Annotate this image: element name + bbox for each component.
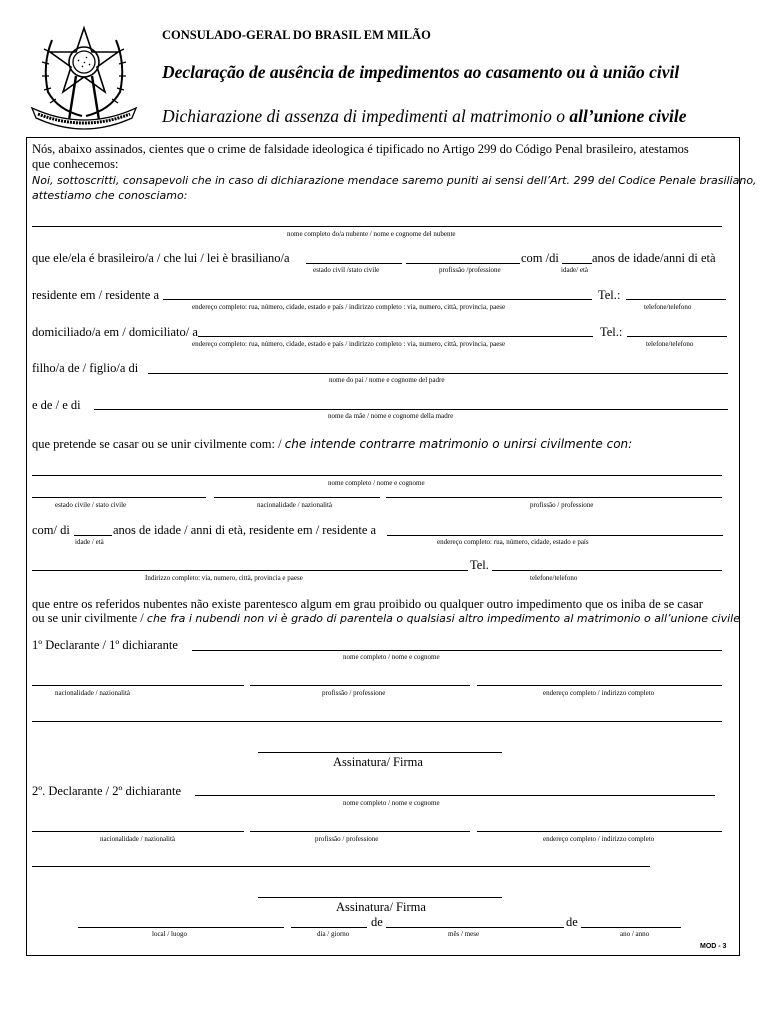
caption-nubente-name: nome completo do/a nubente / nome e cognome del nubente (287, 230, 456, 238)
consulate-name: CONSULADO-GERAL DO BRASIL EM MILÃO (162, 28, 431, 42)
label-filho: filho/a de / figlio/a di (32, 361, 139, 375)
partner-idade-line[interactable] (74, 535, 112, 536)
caption-nome-completo-1: nome completo / nome e cognome (328, 479, 425, 487)
caption-telefone-1: telefone/telefono (644, 303, 692, 311)
profissao-line[interactable] (406, 263, 520, 264)
label-de-2: de (566, 915, 578, 929)
caption-idade-2: idade / età (75, 538, 104, 546)
caption-nome-completo-2: nome completo / nome e cognome (343, 653, 440, 661)
residente-address-line[interactable] (163, 299, 592, 300)
caption-nacionalidade-3: nacionalidade / nazionalità (100, 835, 176, 843)
intro-it-line1: Noi, sottoscritti, consapevoli che in caso di dichiarazione mendace saremo puniti ai sensi dell’Art. 299 del Codice Penale brasiliano, (32, 174, 757, 187)
impedimento-pt-line2: ou se unir civilmente / (32, 611, 144, 625)
caption-profissao-4: profissão / professione (315, 835, 379, 843)
dia-line[interactable] (291, 927, 367, 928)
intro-it-line2: attestiamo che conosciamo: (32, 189, 188, 202)
estado-civil-line[interactable] (306, 263, 402, 264)
partner-nacionalidade-line[interactable] (214, 497, 380, 498)
declarante-1-name-line[interactable] (192, 650, 722, 651)
label-e-de: e de / e di (32, 398, 81, 412)
ano-line[interactable] (581, 927, 681, 928)
coat-of-arms-emblem (22, 20, 146, 132)
signature-line-2[interactable] (258, 897, 502, 898)
declarante-1-profissao-line[interactable] (250, 685, 470, 686)
impedimento-it: che fra i nubendi non vi è grado di parentela o qualsiasi altro impedimento al matrimonio o all’unione civile (146, 612, 740, 625)
label-tel-2: Tel.: (600, 325, 623, 339)
label-tel-1: Tel.: (598, 288, 621, 302)
telefone-line-1[interactable] (626, 299, 726, 300)
label-com-di-2: com/ di (32, 523, 70, 537)
label-brasileiro: que ele/ela é brasileiro/a / che lui / lei è brasiliano/a (32, 251, 290, 265)
caption-indirizzo: Indirizzo completo: via, numero, città, provincia e paese (145, 574, 303, 582)
form-code: MOD - 3 (700, 943, 727, 950)
label-com-di: com /di (521, 251, 559, 265)
label-assinatura-1: Assinatura/ Firma (333, 755, 423, 769)
local-line[interactable] (78, 927, 284, 928)
title-italian-prefix: Dichiarazione di assenza di impedimenti al matrimonio o (162, 106, 565, 126)
label-domiciliado: domiciliado/a em / domiciliato/ a (32, 325, 198, 339)
domiciliado-address-line[interactable] (198, 336, 593, 337)
declarante-2-nacionalidade-line[interactable] (32, 831, 244, 832)
caption-telefone-2: telefone/telefono (646, 340, 694, 348)
title-portuguese: Declaração de ausência de impedimentos ao casamento ou à união civil (162, 62, 680, 82)
caption-idade: idade/ età (561, 266, 589, 274)
partner-address-line[interactable] (387, 535, 723, 536)
signature-line-1[interactable] (258, 752, 502, 753)
declarante-2-profissao-line[interactable] (250, 831, 470, 832)
caption-mes: mês / mese (448, 930, 480, 938)
impedimento-line2 (32, 611, 740, 626)
nome-pai-line[interactable] (148, 373, 728, 374)
caption-endereco-ind-2: endereço completo / indirizzo completo (543, 835, 655, 843)
caption-endereco-ind-1: endereço completo / indirizzo completo (543, 689, 655, 697)
pretende-slash: / (278, 437, 282, 451)
caption-nome-pai: nome do pai / nome e cognome del padre (329, 376, 445, 384)
declarante-1-endereco-line[interactable] (477, 685, 722, 686)
label-residente: residente em / residente a (32, 288, 160, 302)
caption-nacionalidade-1: nacionalidade / nazionalità (257, 501, 333, 509)
telefone-line-3[interactable] (492, 570, 722, 571)
declarante-1-extra-line[interactable] (32, 721, 722, 722)
declarante-2-extra-line[interactable] (32, 866, 650, 867)
telefone-line-2[interactable] (627, 336, 727, 337)
caption-local: local / luogo (152, 930, 187, 938)
intro-pt-line2: que conhecemos: (32, 157, 119, 171)
caption-profissao-2: profissão / professione (530, 501, 594, 509)
label-anos-residente: anos de idade / anni di età, residente em / residente a (113, 523, 377, 537)
pretende-text (32, 437, 632, 452)
mes-line[interactable] (386, 927, 564, 928)
caption-profissao-3: profissão / professione (322, 689, 386, 697)
caption-endereco-2: endereço completo: rua, número, cidade, estado e país / indirizzo completo : via, numero, città, provincia, paese (192, 340, 506, 348)
pretende-it: che intende contrarre matrimonio o unirsi civilmente con: (284, 437, 633, 451)
nome-mae-line[interactable] (94, 409, 728, 410)
caption-dia: dia / giorno (317, 930, 350, 938)
caption-endereco-1: endereço completo: rua, número, cidade, estado e país / indirizzo completo : via, numero, città, provincia, paese (192, 303, 506, 311)
caption-nacionalidade-2: nacionalidade / nazionalità (55, 689, 131, 697)
caption-nome-completo-3: nome completo / nome e cognome (343, 799, 440, 807)
caption-nome-mae: nome da mãe / nome e cognome della madre (328, 412, 454, 420)
label-declarante-2: 2º. Declarante / 2º dichiarante (32, 784, 181, 798)
label-tel-3: Tel. (470, 558, 489, 572)
declarante-1-nacionalidade-line[interactable] (32, 685, 244, 686)
declarante-2-endereco-line[interactable] (477, 831, 722, 832)
caption-ano: ano / anno (620, 930, 650, 938)
title-italian (162, 106, 687, 127)
pretende-pt: que pretende se casar ou se unir civilmente com: (32, 437, 275, 451)
partner-name-line[interactable] (32, 475, 722, 476)
caption-endereco-rua: endereço completo: rua, número, cidade, estado e país (437, 538, 589, 546)
caption-telefone-3: telefone/telefono (530, 574, 578, 582)
caption-estado-civil: estado civil /stato civile (313, 266, 380, 274)
partner-estado-civil-line[interactable] (32, 497, 206, 498)
label-anos-de-idade: anos de idade/anni di età (592, 251, 716, 265)
label-declarante-1: 1º Declarante / 1º dichiarante (32, 638, 178, 652)
caption-estado-civil-2: estado civile / stato civile (55, 501, 127, 509)
nubente-name-line[interactable] (32, 226, 722, 227)
label-de-1: de (371, 915, 383, 929)
declarante-2-name-line[interactable] (195, 795, 715, 796)
label-assinatura-2: Assinatura/ Firma (336, 900, 426, 914)
intro-pt-line1: Nós, abaixo assinados, cientes que o crime de falsidade ideologica é tipificado no Artigo 299 do Código Penal brasileiro, atestamos (32, 142, 689, 156)
partner-indirizzo-line[interactable] (32, 570, 468, 571)
impedimento-pt-line1: que entre os referidos nubentes não existe parentesco algum em grau proibido ou qualquer outro impedimento que os iniba de se casar (32, 597, 703, 611)
title-italian-bold: all’unione civile (569, 106, 687, 126)
caption-profissao: profissão /professione (439, 266, 501, 274)
idade-line[interactable] (562, 263, 592, 264)
partner-profissao-line[interactable] (386, 497, 722, 498)
